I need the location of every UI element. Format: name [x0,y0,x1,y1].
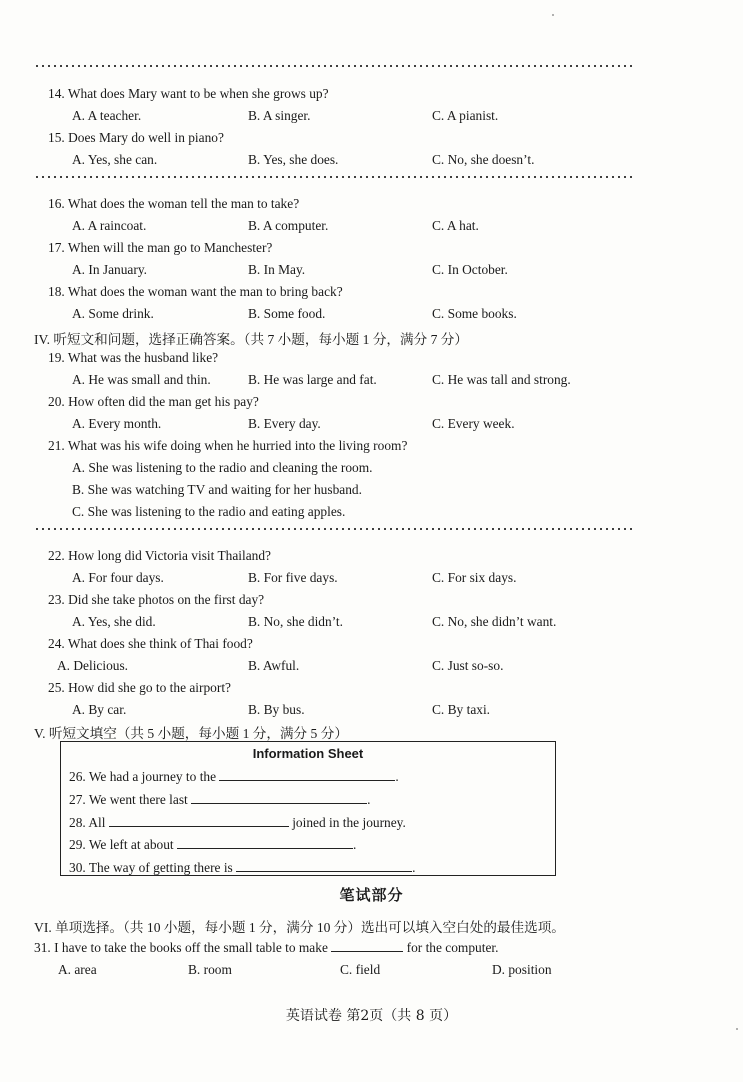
q14-option-a: A. A teacher. [72,108,142,123]
blank-29[interactable] [177,836,353,849]
q15-option-c: C. No, she doesn’t. [432,152,535,167]
question-20: 20. How often did the man get his pay? [48,394,259,409]
q25-option-c: C. By taxi. [432,702,491,717]
blank-28[interactable] [109,814,289,827]
q23-option-a: A. Yes, she did. [72,614,156,629]
q14-option-c: C. A pianist. [432,108,499,123]
scan-speck [552,14,554,16]
q31-option-b: B. room [188,962,232,977]
q20-option-b: B. Every day. [248,416,321,431]
q16-option-b: B. A computer. [248,218,329,233]
q17-option-c: C. In October. [432,262,508,277]
star-divider [34,63,634,71]
q16-option-a: A. A raincoat. [72,218,147,233]
q21-option-b: B. She was watching TV and waiting for her husband. [72,482,362,497]
written-part-title: 笔试部分 [339,886,404,904]
question-19: 19. What was the husband like? [48,350,219,365]
q20-option-a: A. Every month. [72,416,162,431]
blank-item-30: 30. The way of getting there is . [69,860,416,875]
page-footer: 英语试卷 第2页（共 8 页） [285,1008,458,1024]
blank-item-27: 27. We went there last . [69,792,371,807]
q22-option-b: B. For five days. [248,570,338,585]
q31-option-c: C. field [340,962,381,977]
q15-option-b: B. Yes, she does. [248,152,339,167]
blank-item-29: 29. We left at about . [69,837,357,852]
blank-26[interactable] [219,768,395,781]
q21-option-c: C. She was listening to the radio and eating apples. [72,504,346,519]
blank-30[interactable] [236,859,412,872]
q21-option-a: A. She was listening to the radio and cleaning the room. [72,460,373,475]
q15-option-a: A. Yes, she can. [72,152,158,167]
section-v-heading: V. 听短文填空（共 5 小题，每小题 1 分，满分 5 分） [34,726,348,741]
q19-option-c: C. He was tall and strong. [432,372,571,387]
q18-option-b: B. Some food. [248,306,326,321]
blank-item-28: 28. All joined in the journey. [69,815,406,830]
blank-item-26: 26. We had a journey to the . [69,769,399,784]
section-vi-heading: VI. 单项选择。（共 10 小题，每小题 1 分，满分 10 分）选出可以填入空白处的最佳选项。 [34,920,565,935]
q31-option-d: D. position [492,962,552,977]
question-18: 18. What does the woman want the man to bring back? [48,284,343,299]
q22-option-a: A. For four days. [72,570,164,585]
information-sheet-title: Information Sheet [252,746,364,761]
q17-option-a: A. In January. [72,262,147,277]
q25-option-a: A. By car. [72,702,127,717]
question-16: 16. What does the woman tell the man to take? [48,196,300,211]
q19-option-b: B. He was large and fat. [248,372,377,387]
blank-27[interactable] [191,791,367,804]
q17-option-b: B. In May. [248,262,306,277]
q19-option-a: A. He was small and thin. [72,372,211,387]
question-21: 21. What was his wife doing when he hurried into the living room? [48,438,408,453]
q18-option-c: C. Some books. [432,306,517,321]
question-14: 14. What does Mary want to be when she grows up? [48,86,329,101]
star-divider [34,526,634,534]
question-23: 23. Did she take photos on the first day? [48,592,265,607]
q18-option-a: A. Some drink. [72,306,154,321]
blank-31[interactable] [331,939,403,952]
star-divider [34,174,634,182]
section-iv-heading: IV. 听短文和问题，选择正确答案。（共 7 小题，每小题 1 分，满分 7 分） [34,332,468,347]
q23-option-b: B. No, she didn’t. [248,614,343,629]
question-15: 15. Does Mary do well in piano? [48,130,224,145]
question-25: 25. How did she go to the airport? [48,680,231,695]
q16-option-c: C. A hat. [432,218,479,233]
question-31: 31. I have to take the books off the small table to make for the computer. [34,940,499,955]
q24-option-a: A. Delicious. [57,658,129,673]
q24-option-b: B. Awful. [248,658,300,673]
question-17: 17. When will the man go to Manchester? [48,240,273,255]
q23-option-c: C. No, she didn’t want. [432,614,557,629]
q25-option-b: B. By bus. [248,702,305,717]
q20-option-c: C. Every week. [432,416,515,431]
information-sheet [60,741,556,876]
question-24: 24. What does she think of Thai food? [48,636,253,651]
q24-option-c: C. Just so-so. [432,658,504,673]
scan-speck [736,1028,738,1030]
q14-option-b: B. A singer. [248,108,311,123]
q31-option-a: A. area [58,962,97,977]
question-22: 22. How long did Victoria visit Thailand? [48,548,271,563]
q22-option-c: C. For six days. [432,570,517,585]
